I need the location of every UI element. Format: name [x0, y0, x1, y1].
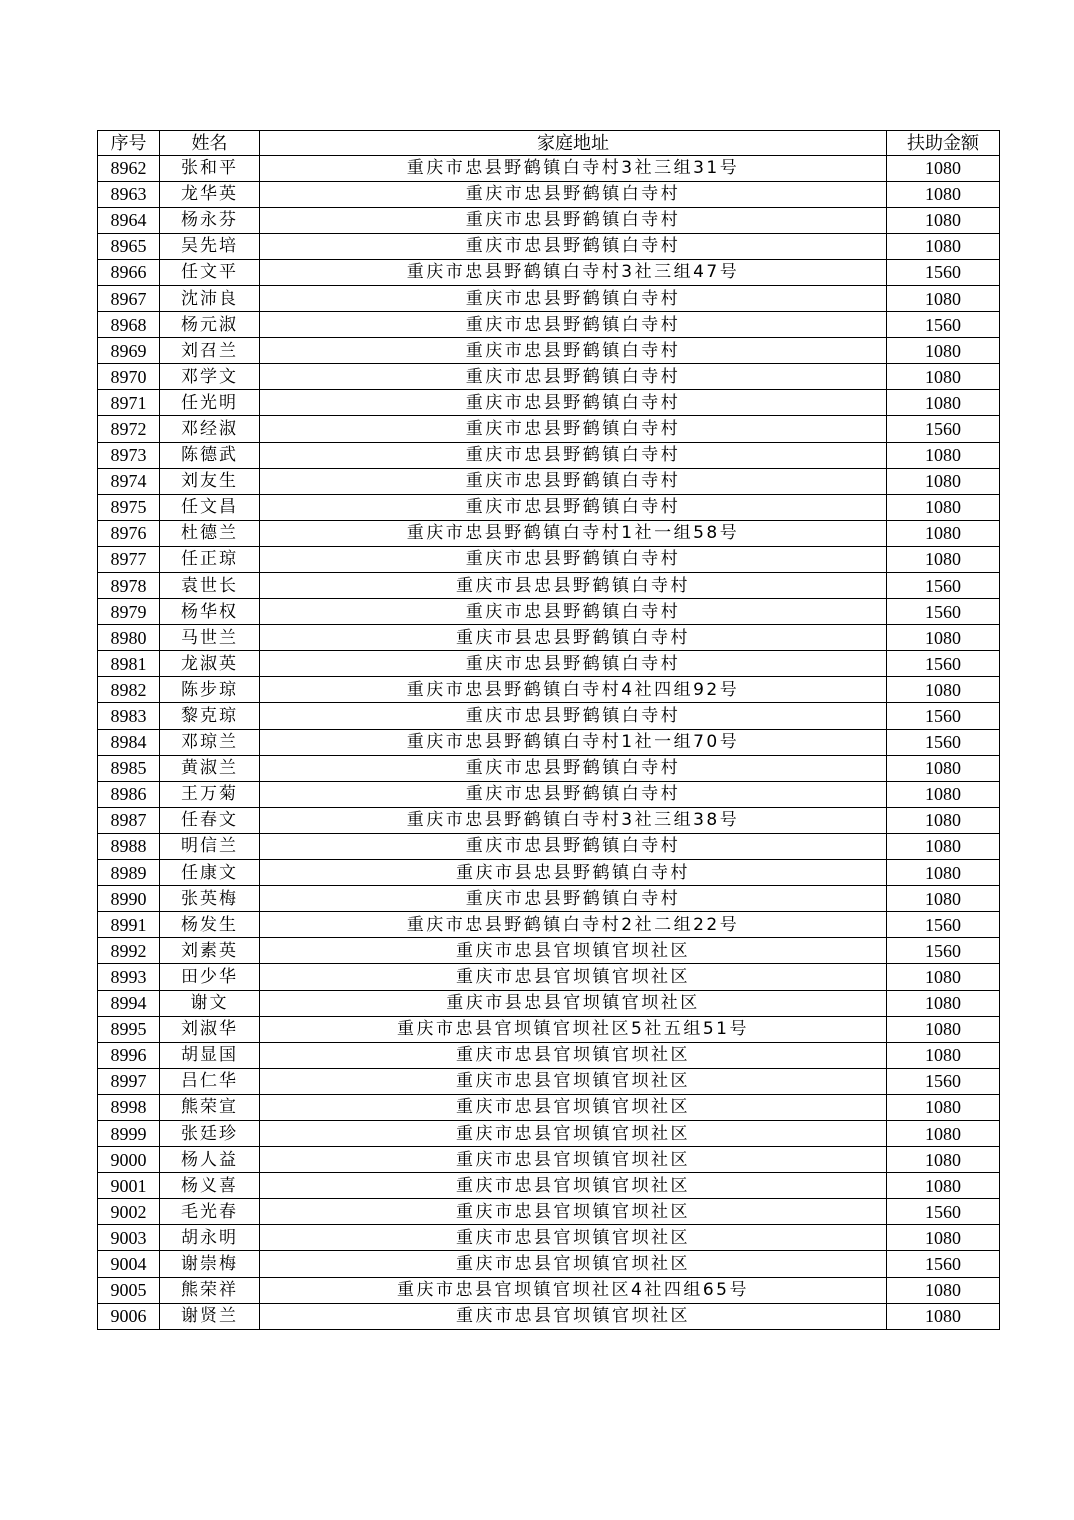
table-row [98, 1147, 1000, 1173]
cell-address: 重庆市忠县野鹤镇白寺村 [260, 703, 887, 729]
cell-amount: 1080 [887, 807, 1000, 833]
cell-name: 杨人益 [160, 1147, 260, 1173]
cell-id: 8990 [98, 886, 160, 912]
cell-name: 邓琼兰 [160, 729, 260, 755]
header-name: 姓名 [160, 131, 260, 156]
cell-amount: 1560 [887, 651, 1000, 677]
cell-id: 8995 [98, 1016, 160, 1042]
table-row [98, 1120, 1000, 1146]
table-row [98, 651, 1000, 677]
cell-amount: 1080 [887, 677, 1000, 703]
cell-address: 重庆市忠县野鹤镇白寺村 [260, 781, 887, 807]
cell-id: 9005 [98, 1277, 160, 1303]
cell-address: 重庆市县忠县官坝镇官坝社区 [260, 990, 887, 1016]
cell-address: 重庆市忠县野鹤镇白寺村 [260, 442, 887, 468]
cell-name: 张和平 [160, 155, 260, 181]
cell-address: 重庆市忠县官坝镇官坝社区 [260, 1068, 887, 1094]
cell-name: 毛光春 [160, 1199, 260, 1225]
table-row [98, 1277, 1000, 1303]
cell-name: 黎克琼 [160, 703, 260, 729]
table-row [98, 155, 1000, 181]
cell-address: 重庆市忠县官坝镇官坝社区 [260, 1303, 887, 1329]
cell-address: 重庆市忠县野鹤镇白寺村 [260, 233, 887, 259]
cell-id: 8984 [98, 729, 160, 755]
cell-address: 重庆市忠县野鹤镇白寺村4社四组92号 [260, 677, 887, 703]
cell-name: 杨发生 [160, 912, 260, 938]
table-row [98, 1094, 1000, 1120]
cell-amount: 1560 [887, 416, 1000, 442]
cell-name: 谢文 [160, 990, 260, 1016]
header-address: 家庭地址 [260, 131, 887, 156]
cell-name: 马世兰 [160, 625, 260, 651]
cell-id: 8967 [98, 285, 160, 311]
cell-amount: 1080 [887, 233, 1000, 259]
cell-address: 重庆市忠县野鹤镇白寺村 [260, 207, 887, 233]
cell-address: 重庆市忠县野鹤镇白寺村 [260, 338, 887, 364]
table-row [98, 494, 1000, 520]
cell-address: 重庆市忠县野鹤镇白寺村 [260, 468, 887, 494]
table-row [98, 1303, 1000, 1329]
cell-amount: 1080 [887, 1120, 1000, 1146]
cell-name: 杨元淑 [160, 312, 260, 338]
table-header [98, 131, 1000, 156]
cell-name: 刘友生 [160, 468, 260, 494]
table-row [98, 964, 1000, 990]
assistance-roster-table [97, 130, 1000, 1330]
cell-name: 任康文 [160, 860, 260, 886]
table-row [98, 729, 1000, 755]
cell-amount: 1080 [887, 625, 1000, 651]
cell-id: 8979 [98, 599, 160, 625]
cell-amount: 1560 [887, 729, 1000, 755]
table-row [98, 285, 1000, 311]
cell-id: 8977 [98, 546, 160, 572]
cell-name: 杨华权 [160, 599, 260, 625]
table-row [98, 312, 1000, 338]
cell-name: 熊荣宣 [160, 1094, 260, 1120]
table-row [98, 1225, 1000, 1251]
cell-address: 重庆市忠县野鹤镇白寺村 [260, 181, 887, 207]
cell-amount: 1080 [887, 860, 1000, 886]
header-id: 序号 [98, 131, 160, 156]
cell-amount: 1080 [887, 1042, 1000, 1068]
cell-name: 胡显国 [160, 1042, 260, 1068]
cell-id: 9004 [98, 1251, 160, 1277]
table-row [98, 807, 1000, 833]
cell-amount: 1080 [887, 364, 1000, 390]
cell-address: 重庆市忠县野鹤镇白寺村3社三组31号 [260, 155, 887, 181]
table-row [98, 860, 1000, 886]
cell-name: 刘素英 [160, 938, 260, 964]
cell-amount: 1080 [887, 155, 1000, 181]
table-row [98, 468, 1000, 494]
cell-amount: 1080 [887, 964, 1000, 990]
table-row [98, 755, 1000, 781]
table-row [98, 990, 1000, 1016]
cell-address: 重庆市忠县野鹤镇白寺村 [260, 312, 887, 338]
cell-id: 8965 [98, 233, 160, 259]
cell-id: 8976 [98, 520, 160, 546]
cell-address: 重庆市忠县官坝镇官坝社区 [260, 1225, 887, 1251]
cell-address: 重庆市忠县野鹤镇白寺村3社三组47号 [260, 259, 887, 285]
header-amount: 扶助金额 [887, 131, 1000, 156]
cell-address: 重庆市忠县官坝镇官坝社区 [260, 1199, 887, 1225]
cell-amount: 1080 [887, 546, 1000, 572]
cell-address: 重庆市县忠县野鹤镇白寺村 [260, 860, 887, 886]
cell-amount: 1080 [887, 1225, 1000, 1251]
cell-address: 重庆市忠县官坝镇官坝社区 [260, 1251, 887, 1277]
cell-address: 重庆市忠县野鹤镇白寺村1社一组58号 [260, 520, 887, 546]
cell-id: 9006 [98, 1303, 160, 1329]
cell-id: 8987 [98, 807, 160, 833]
table-row [98, 1042, 1000, 1068]
cell-amount: 1560 [887, 1251, 1000, 1277]
table-row [98, 1068, 1000, 1094]
cell-id: 8974 [98, 468, 160, 494]
cell-id: 8978 [98, 573, 160, 599]
cell-amount: 1080 [887, 1277, 1000, 1303]
cell-name: 王万菊 [160, 781, 260, 807]
cell-amount: 1080 [887, 520, 1000, 546]
cell-amount: 1080 [887, 833, 1000, 859]
cell-name: 谢崇梅 [160, 1251, 260, 1277]
header-row [98, 131, 1000, 156]
cell-amount: 1560 [887, 599, 1000, 625]
cell-id: 8993 [98, 964, 160, 990]
cell-amount: 1080 [887, 755, 1000, 781]
cell-amount: 1560 [887, 259, 1000, 285]
cell-name: 熊荣祥 [160, 1277, 260, 1303]
cell-id: 8971 [98, 390, 160, 416]
cell-id: 8999 [98, 1120, 160, 1146]
table-body [98, 155, 1000, 1329]
cell-id: 8962 [98, 155, 160, 181]
cell-name: 陈德武 [160, 442, 260, 468]
cell-name: 陈步琼 [160, 677, 260, 703]
table-row [98, 181, 1000, 207]
table-row [98, 233, 1000, 259]
cell-amount: 1560 [887, 573, 1000, 599]
cell-name: 任文昌 [160, 494, 260, 520]
cell-name: 杨永芬 [160, 207, 260, 233]
cell-address: 重庆市忠县野鹤镇白寺村 [260, 833, 887, 859]
cell-address: 重庆市忠县野鹤镇白寺村 [260, 886, 887, 912]
cell-address: 重庆市忠县野鹤镇白寺村 [260, 494, 887, 520]
cell-id: 8964 [98, 207, 160, 233]
cell-address: 重庆市忠县官坝镇官坝社区 [260, 1120, 887, 1146]
cell-name: 任文平 [160, 259, 260, 285]
cell-id: 8969 [98, 338, 160, 364]
cell-id: 8970 [98, 364, 160, 390]
table-row [98, 416, 1000, 442]
cell-id: 9000 [98, 1147, 160, 1173]
cell-id: 8986 [98, 781, 160, 807]
table-row [98, 912, 1000, 938]
cell-name: 黄淑兰 [160, 755, 260, 781]
cell-amount: 1080 [887, 1147, 1000, 1173]
table-row [98, 259, 1000, 285]
table-row [98, 1251, 1000, 1277]
cell-amount: 1560 [887, 312, 1000, 338]
cell-amount: 1080 [887, 1303, 1000, 1329]
table-row [98, 938, 1000, 964]
cell-id: 9002 [98, 1199, 160, 1225]
cell-id: 9001 [98, 1173, 160, 1199]
cell-id: 8985 [98, 755, 160, 781]
cell-name: 明信兰 [160, 833, 260, 859]
cell-amount: 1080 [887, 494, 1000, 520]
table-row [98, 703, 1000, 729]
table-row [98, 573, 1000, 599]
cell-id: 8973 [98, 442, 160, 468]
cell-id: 8982 [98, 677, 160, 703]
cell-amount: 1560 [887, 1068, 1000, 1094]
table-row [98, 442, 1000, 468]
cell-id: 8983 [98, 703, 160, 729]
cell-id: 8972 [98, 416, 160, 442]
cell-id: 8980 [98, 625, 160, 651]
cell-name: 刘召兰 [160, 338, 260, 364]
cell-address: 重庆市忠县野鹤镇白寺村 [260, 599, 887, 625]
table-row [98, 338, 1000, 364]
cell-amount: 1560 [887, 938, 1000, 964]
cell-address: 重庆市忠县官坝镇官坝社区5社五组51号 [260, 1016, 887, 1042]
cell-address: 重庆市忠县野鹤镇白寺村 [260, 364, 887, 390]
cell-name: 刘淑华 [160, 1016, 260, 1042]
cell-amount: 1080 [887, 1173, 1000, 1199]
cell-name: 任光明 [160, 390, 260, 416]
cell-id: 8966 [98, 259, 160, 285]
table-row [98, 599, 1000, 625]
cell-amount: 1560 [887, 703, 1000, 729]
cell-address: 重庆市忠县野鹤镇白寺村 [260, 651, 887, 677]
table-row [98, 520, 1000, 546]
cell-amount: 1560 [887, 1199, 1000, 1225]
cell-name: 吴先培 [160, 233, 260, 259]
table-row [98, 546, 1000, 572]
cell-amount: 1080 [887, 1094, 1000, 1120]
cell-address: 重庆市忠县野鹤镇白寺村 [260, 285, 887, 311]
cell-amount: 1560 [887, 912, 1000, 938]
cell-name: 杨义喜 [160, 1173, 260, 1199]
cell-name: 吕仁华 [160, 1068, 260, 1094]
cell-amount: 1080 [887, 181, 1000, 207]
cell-name: 田少华 [160, 964, 260, 990]
cell-address: 重庆市忠县野鹤镇白寺村3社三组38号 [260, 807, 887, 833]
cell-amount: 1080 [887, 781, 1000, 807]
cell-id: 8981 [98, 651, 160, 677]
cell-amount: 1080 [887, 1016, 1000, 1042]
cell-name: 张廷珍 [160, 1120, 260, 1146]
cell-id: 8994 [98, 990, 160, 1016]
cell-address: 重庆市忠县野鹤镇白寺村 [260, 546, 887, 572]
table-row [98, 833, 1000, 859]
cell-amount: 1080 [887, 285, 1000, 311]
table-row [98, 1173, 1000, 1199]
cell-address: 重庆市忠县官坝镇官坝社区 [260, 1042, 887, 1068]
cell-name: 任正琼 [160, 546, 260, 572]
cell-name: 龙华英 [160, 181, 260, 207]
cell-name: 邓经淑 [160, 416, 260, 442]
cell-address: 重庆市忠县野鹤镇白寺村2社二组22号 [260, 912, 887, 938]
cell-address: 重庆市忠县官坝镇官坝社区 [260, 964, 887, 990]
cell-amount: 1080 [887, 442, 1000, 468]
cell-address: 重庆市忠县官坝镇官坝社区 [260, 1173, 887, 1199]
cell-id: 8997 [98, 1068, 160, 1094]
cell-name: 龙淑英 [160, 651, 260, 677]
cell-id: 8992 [98, 938, 160, 964]
table-row [98, 390, 1000, 416]
cell-address: 重庆市忠县野鹤镇白寺村 [260, 390, 887, 416]
cell-id: 8963 [98, 181, 160, 207]
cell-id: 8989 [98, 860, 160, 886]
table-row [98, 781, 1000, 807]
cell-name: 胡永明 [160, 1225, 260, 1251]
cell-name: 张英梅 [160, 886, 260, 912]
cell-amount: 1080 [887, 390, 1000, 416]
cell-address: 重庆市忠县野鹤镇白寺村1社一组70号 [260, 729, 887, 755]
cell-amount: 1080 [887, 990, 1000, 1016]
table-row [98, 207, 1000, 233]
cell-amount: 1080 [887, 886, 1000, 912]
cell-name: 任春文 [160, 807, 260, 833]
cell-address: 重庆市忠县野鹤镇白寺村 [260, 755, 887, 781]
cell-address: 重庆市忠县官坝镇官坝社区 [260, 1094, 887, 1120]
cell-id: 8975 [98, 494, 160, 520]
cell-address: 重庆市忠县官坝镇官坝社区4社四组65号 [260, 1277, 887, 1303]
cell-name: 邓学文 [160, 364, 260, 390]
cell-id: 8991 [98, 912, 160, 938]
cell-name: 沈沛良 [160, 285, 260, 311]
cell-address: 重庆市忠县官坝镇官坝社区 [260, 938, 887, 964]
table-row [98, 364, 1000, 390]
cell-address: 重庆市忠县官坝镇官坝社区 [260, 1147, 887, 1173]
table-row [98, 677, 1000, 703]
cell-id: 8968 [98, 312, 160, 338]
cell-amount: 1080 [887, 468, 1000, 494]
table-row [98, 625, 1000, 651]
cell-address: 重庆市忠县野鹤镇白寺村 [260, 416, 887, 442]
table-row [98, 1016, 1000, 1042]
table-row [98, 886, 1000, 912]
cell-amount: 1080 [887, 338, 1000, 364]
cell-id: 8988 [98, 833, 160, 859]
cell-id: 8998 [98, 1094, 160, 1120]
cell-name: 袁世长 [160, 573, 260, 599]
cell-name: 谢贤兰 [160, 1303, 260, 1329]
cell-id: 8996 [98, 1042, 160, 1068]
cell-id: 9003 [98, 1225, 160, 1251]
cell-amount: 1080 [887, 207, 1000, 233]
cell-name: 杜德兰 [160, 520, 260, 546]
cell-address: 重庆市县忠县野鹤镇白寺村 [260, 573, 887, 599]
table-row [98, 1199, 1000, 1225]
cell-address: 重庆市县忠县野鹤镇白寺村 [260, 625, 887, 651]
